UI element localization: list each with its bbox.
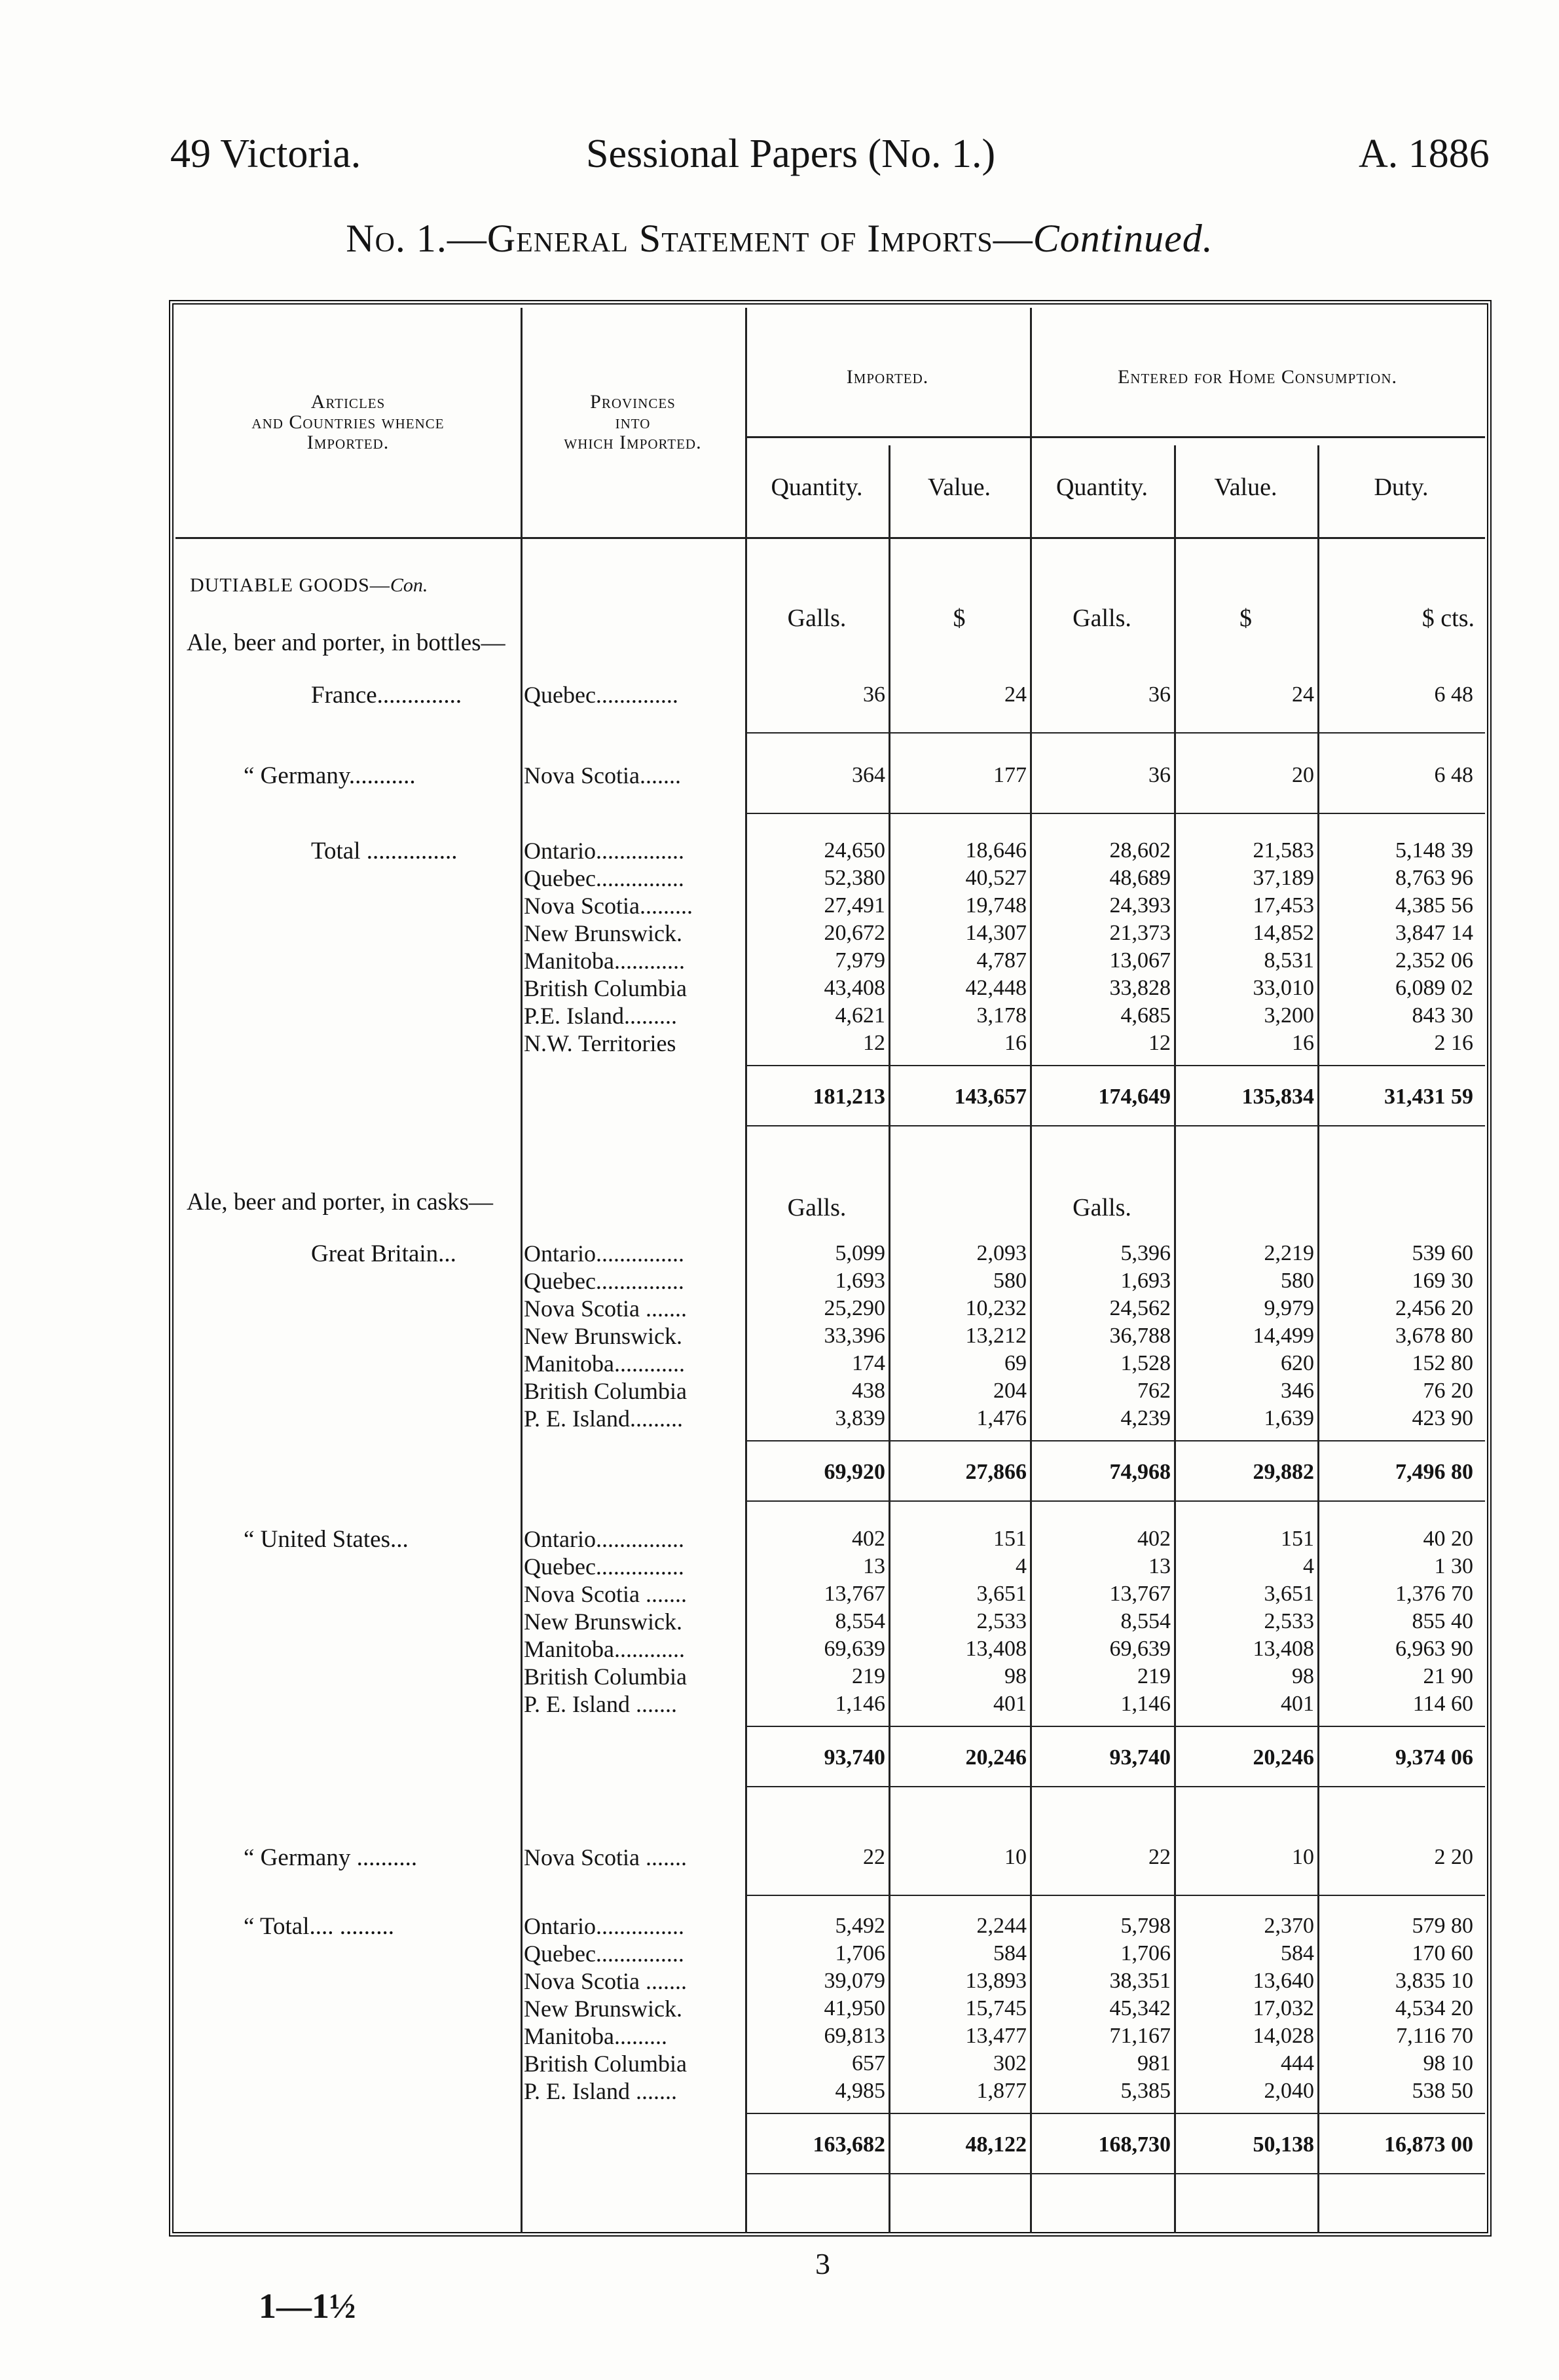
- province-name: Nova Scotia.......: [524, 762, 681, 789]
- total-cell-v: 48,122: [965, 2132, 1027, 2157]
- data-cell-v: 1,877: [976, 2079, 1027, 2103]
- total-cell-d: 7,496 80: [1395, 1460, 1473, 1484]
- data-cell-v2: 17,032: [1253, 1996, 1314, 2020]
- total-cell-q: 69,920: [824, 1460, 885, 1484]
- data-cell-d: 6 48: [1434, 763, 1473, 787]
- data-cell-v2: 21,583: [1253, 838, 1314, 863]
- total-cell-v2: 50,138: [1253, 2132, 1314, 2157]
- country-label: “ Total.... .........: [244, 1913, 395, 1940]
- province-name: Nova Scotia .......: [524, 1581, 687, 1607]
- data-cell-v: 18,646: [965, 838, 1027, 863]
- group-end-rule: [745, 1125, 1485, 1126]
- data-cell-v2: 14,852: [1253, 921, 1314, 945]
- data-cell-q: 219: [852, 1664, 885, 1688]
- data-cell-q2: 1,706: [1120, 1941, 1171, 1965]
- col-articles-line1: Articles: [310, 391, 386, 413]
- data-cell-q: 402: [852, 1527, 885, 1551]
- data-cell-v: 4,787: [976, 948, 1027, 973]
- data-cell-d: 579 80: [1412, 1914, 1473, 1938]
- data-cell-v: 42,448: [965, 976, 1027, 1000]
- data-cell-q2: 5,385: [1120, 2079, 1171, 2103]
- province-name: Ontario...............: [524, 1913, 684, 1939]
- data-cell-v2: 9,979: [1264, 1296, 1314, 1320]
- group-end-rule: [745, 2173, 1485, 2174]
- section-label-text: DUTIABLE GOODS—: [190, 574, 390, 596]
- data-cell-q2: 33,828: [1109, 976, 1171, 1000]
- data-cell-q: 1,146: [835, 1692, 885, 1716]
- data-cell-v: 2,533: [976, 1609, 1027, 1633]
- data-cell-v2: 13,408: [1253, 1637, 1314, 1661]
- data-cell-d: 3,835 10: [1395, 1969, 1473, 1993]
- col-articles-header: [175, 392, 521, 453]
- data-cell-v: 2,093: [976, 1241, 1027, 1265]
- data-cell-v2: 346: [1281, 1379, 1314, 1403]
- data-cell-q: 657: [852, 2051, 885, 2075]
- data-cell-v: 13,408: [965, 1637, 1027, 1661]
- total-cell-q2: 168,730: [1098, 2132, 1171, 2157]
- group-heading-bottles: [187, 630, 514, 656]
- total-cell-d: 31,431 59: [1384, 1085, 1473, 1109]
- data-cell-q2: 36: [1148, 682, 1171, 707]
- data-cell-q: 52,380: [824, 866, 885, 890]
- data-cell-q2: 24,393: [1109, 893, 1171, 918]
- total-cell-q2: 74,968: [1109, 1460, 1171, 1484]
- data-cell-q2: 219: [1137, 1664, 1171, 1688]
- subtotal-rule: [745, 1065, 1485, 1066]
- header-title: Sessional Papers (No. 1.): [586, 132, 996, 176]
- data-cell-q2: 71,167: [1109, 2024, 1171, 2048]
- country-label: Total ...............: [311, 838, 458, 865]
- data-cell-q: 12: [863, 1031, 885, 1055]
- data-cell-q2: 13,067: [1109, 948, 1171, 973]
- subtotal-rule: [745, 1726, 1485, 1727]
- data-cell-q: 364: [852, 763, 885, 787]
- data-cell-q: 33,396: [824, 1324, 885, 1348]
- col-rule-2: [745, 308, 747, 2233]
- data-cell-q: 1,693: [835, 1269, 885, 1293]
- data-cell-v: 69: [1004, 1351, 1027, 1375]
- data-cell-v2: 33,010: [1253, 976, 1314, 1000]
- province-name: P. E. Island.........: [524, 1405, 683, 1432]
- col-rule-5: [1174, 445, 1176, 2233]
- footer-signature: 1—1½: [259, 2286, 356, 2326]
- data-cell-d: 855 40: [1412, 1609, 1473, 1633]
- province-name: Quebec...............: [524, 1553, 684, 1580]
- data-cell-q2: 5,798: [1120, 1914, 1171, 1938]
- data-cell-v2: 2,533: [1264, 1609, 1314, 1633]
- data-cell-v: 2,244: [976, 1914, 1027, 1938]
- data-cell-v: 13,212: [965, 1324, 1027, 1348]
- col-quantity-header: Quantity.: [771, 474, 863, 501]
- total-cell-q: 93,740: [824, 1745, 885, 1770]
- col-value-header: Value.: [927, 474, 991, 501]
- col-rule-6: [1317, 445, 1319, 2233]
- data-cell-v: 24: [1004, 682, 1027, 707]
- province-name: N.W. Territories: [524, 1030, 676, 1056]
- col-provinces-line3: which Imported.: [564, 432, 702, 453]
- data-cell-v: 16: [1004, 1031, 1027, 1055]
- col-duty-header: Duty.: [1374, 474, 1429, 501]
- data-cell-q: 174: [852, 1351, 885, 1375]
- data-cell-v: 10,232: [965, 1296, 1027, 1320]
- data-cell-q: 3,839: [835, 1406, 885, 1430]
- group-end-rule: [745, 1500, 1485, 1502]
- data-cell-q: 20,672: [824, 921, 885, 945]
- province-name: New Brunswick.: [524, 1996, 682, 2022]
- province-name: Manitoba............: [524, 1636, 685, 1662]
- data-cell-v2: 584: [1281, 1941, 1314, 1965]
- unit-casks-qty: Galls.: [787, 1194, 847, 1221]
- data-cell-q: 13: [863, 1554, 885, 1578]
- country-label: “ United States...: [244, 1526, 409, 1553]
- unit-casks-qty2: Galls.: [1073, 1194, 1131, 1221]
- data-cell-q2: 22: [1148, 1845, 1171, 1869]
- data-cell-v2: 580: [1281, 1269, 1314, 1293]
- data-cell-q2: 24,562: [1109, 1296, 1171, 1320]
- province-name: Ontario...............: [524, 1526, 684, 1552]
- data-cell-d: 2 20: [1434, 1845, 1473, 1869]
- group-end-rule: [745, 813, 1485, 814]
- subtotal-rule: [745, 1440, 1485, 1441]
- header-session: 49 Victoria.: [170, 132, 361, 176]
- country-label: “ Germany...........: [244, 762, 416, 789]
- data-cell-d: 5,148 39: [1395, 838, 1473, 863]
- total-cell-v: 20,246: [965, 1745, 1027, 1770]
- data-cell-q2: 402: [1137, 1527, 1171, 1551]
- province-name: Nova Scotia .......: [524, 1295, 687, 1322]
- province-name: Nova Scotia.........: [524, 893, 693, 919]
- col-value2-header: Value.: [1214, 474, 1277, 501]
- col-provinces-line2: into: [615, 411, 651, 433]
- data-cell-q: 39,079: [824, 1969, 885, 1993]
- data-cell-q: 36: [863, 682, 885, 707]
- province-name: British Columbia: [524, 975, 688, 1001]
- data-cell-q2: 45,342: [1109, 1996, 1171, 2020]
- province-name: Nova Scotia .......: [524, 1968, 687, 1994]
- data-cell-q2: 38,351: [1109, 1969, 1171, 1993]
- data-cell-v2: 98: [1292, 1664, 1314, 1688]
- data-cell-q: 13,767: [824, 1582, 885, 1606]
- data-cell-v2: 37,189: [1253, 866, 1314, 890]
- data-cell-v: 19,748: [965, 893, 1027, 918]
- data-cell-d: 4,385 56: [1395, 893, 1473, 918]
- heading-casks-text: Ale, beer and porter, in casks—: [187, 1189, 494, 1216]
- data-cell-v2: 10: [1292, 1845, 1314, 1869]
- col-provinces-line1: Provinces: [590, 391, 676, 413]
- data-cell-q2: 36: [1148, 763, 1171, 787]
- data-cell-d: 21 90: [1423, 1664, 1473, 1688]
- heading-bottles-text: Ale, beer and porter, in bottles—: [187, 629, 505, 656]
- data-cell-v2: 17,453: [1253, 893, 1314, 918]
- province-name: New Brunswick.: [524, 1608, 682, 1635]
- subtotal-rule: [745, 2113, 1485, 2114]
- total-cell-q2: 174,649: [1098, 1085, 1171, 1109]
- data-cell-v2: 3,200: [1264, 1003, 1314, 1028]
- data-cell-v: 1,476: [976, 1406, 1027, 1430]
- data-cell-v2: 401: [1281, 1692, 1314, 1716]
- data-cell-v: 151: [993, 1527, 1027, 1551]
- province-name: P. E. Island .......: [524, 1691, 677, 1717]
- data-cell-v2: 2,370: [1264, 1914, 1314, 1938]
- unit-qty2: Galls.: [1073, 604, 1131, 632]
- data-cell-d: 3,678 80: [1395, 1324, 1473, 1348]
- data-cell-d: 76 20: [1423, 1379, 1473, 1403]
- data-cell-q: 41,950: [824, 1996, 885, 2020]
- unit-val2: $: [1239, 604, 1252, 632]
- header-rule-top: [745, 436, 1485, 438]
- data-cell-q2: 21,373: [1109, 921, 1171, 945]
- data-cell-q: 5,099: [835, 1241, 885, 1265]
- data-cell-d: 423 90: [1412, 1406, 1473, 1430]
- total-cell-d: 16,873 00: [1384, 2132, 1473, 2157]
- data-cell-v2: 14,499: [1253, 1324, 1314, 1348]
- total-cell-v: 143,657: [954, 1085, 1027, 1109]
- data-cell-d: 6,089 02: [1395, 976, 1473, 1000]
- data-cell-d: 539 60: [1412, 1241, 1473, 1265]
- data-cell-v2: 3,651: [1264, 1582, 1314, 1606]
- col-rule-4: [1030, 308, 1032, 2233]
- data-cell-q: 69,813: [824, 2024, 885, 2048]
- header-year: A. 1886: [1359, 132, 1490, 176]
- data-cell-q: 43,408: [824, 976, 885, 1000]
- country-label: Great Britain...: [311, 1240, 456, 1267]
- section-label: [190, 571, 428, 600]
- data-cell-d: 98 10: [1423, 2051, 1473, 2075]
- data-cell-v2: 20: [1292, 763, 1314, 787]
- country-label: France..............: [311, 682, 462, 709]
- subtitle-text: No. 1.—General Statement of Imports—: [346, 217, 1033, 260]
- data-cell-v2: 1,639: [1264, 1406, 1314, 1430]
- total-cell-v2: 20,246: [1253, 1745, 1314, 1770]
- data-cell-v2: 620: [1281, 1351, 1314, 1375]
- data-cell-q: 22: [863, 1845, 885, 1869]
- total-cell-v2: 135,834: [1241, 1085, 1314, 1109]
- data-cell-d: 3,847 14: [1395, 921, 1473, 945]
- data-cell-q2: 69,639: [1109, 1637, 1171, 1661]
- data-cell-v2: 444: [1281, 2051, 1314, 2075]
- data-cell-q2: 48,689: [1109, 866, 1171, 890]
- province-name: Nova Scotia .......: [524, 1844, 687, 1870]
- data-cell-q: 438: [852, 1379, 885, 1403]
- col-articles-line3: Imported.: [306, 432, 390, 453]
- section-label-italic: Con.: [390, 574, 428, 596]
- data-cell-v: 40,527: [965, 866, 1027, 890]
- province-name: New Brunswick.: [524, 920, 682, 946]
- data-cell-d: 152 80: [1412, 1351, 1473, 1375]
- data-cell-d: 2 16: [1434, 1031, 1473, 1055]
- total-cell-q: 163,682: [813, 2132, 885, 2157]
- data-cell-d: 7,116 70: [1396, 2024, 1473, 2048]
- data-cell-d: 8,763 96: [1395, 866, 1473, 890]
- group-end-rule: [745, 732, 1485, 734]
- data-cell-v: 13,477: [965, 2024, 1027, 2048]
- data-cell-q: 5,492: [835, 1914, 885, 1938]
- data-cell-q: 27,491: [824, 893, 885, 918]
- unit-qty: Galls.: [787, 604, 847, 632]
- data-cell-d: 4,534 20: [1395, 1996, 1473, 2020]
- page-subtitle: [0, 216, 1559, 261]
- data-cell-q2: 4,685: [1120, 1003, 1171, 1028]
- data-cell-v: 401: [993, 1692, 1027, 1716]
- data-cell-d: 40 20: [1423, 1527, 1473, 1551]
- data-cell-d: 6 48: [1434, 682, 1473, 707]
- province-name: Quebec...............: [524, 865, 684, 891]
- data-cell-q2: 1,146: [1120, 1692, 1171, 1716]
- data-cell-q2: 12: [1148, 1031, 1171, 1055]
- province-name: P.E. Island.........: [524, 1003, 677, 1029]
- total-cell-v: 27,866: [965, 1460, 1027, 1484]
- col-articles-line2: and Countries whence: [251, 411, 445, 433]
- province-name: Quebec...............: [524, 1941, 684, 1967]
- subtitle-italic: Continued.: [1033, 217, 1213, 260]
- province-name: New Brunswick.: [524, 1323, 682, 1349]
- data-cell-q: 1,706: [835, 1941, 885, 1965]
- data-cell-d: 170 60: [1412, 1941, 1473, 1965]
- data-cell-v2: 8,531: [1264, 948, 1314, 973]
- data-cell-v: 580: [993, 1269, 1027, 1293]
- data-cell-v2: 2,040: [1264, 2079, 1314, 2103]
- unit-val: $: [953, 604, 966, 632]
- data-cell-v: 4: [1016, 1554, 1027, 1578]
- header-rule-bottom: [175, 537, 1485, 539]
- data-cell-v: 302: [993, 2051, 1027, 2075]
- col-quantity2-header: Quantity.: [1055, 474, 1148, 501]
- data-cell-q: 25,290: [824, 1296, 885, 1320]
- data-cell-q2: 762: [1137, 1379, 1171, 1403]
- province-name: Ontario...............: [524, 1240, 684, 1267]
- group-heading-casks: [187, 1189, 514, 1216]
- data-cell-d: 2,352 06: [1395, 948, 1473, 973]
- group-end-rule: [745, 1895, 1485, 1896]
- province-name: Manitoba............: [524, 1350, 685, 1377]
- data-cell-v: 3,651: [976, 1582, 1027, 1606]
- province-name: British Columbia: [524, 2051, 688, 2077]
- data-cell-v: 584: [993, 1941, 1027, 1965]
- data-cell-v2: 24: [1292, 682, 1314, 707]
- col-rule-3: [889, 445, 890, 2233]
- data-cell-q2: 981: [1137, 2051, 1171, 2075]
- col-imported-header: Imported.: [846, 366, 929, 388]
- col-entered-header: Entered for Home Consumption.: [1117, 366, 1398, 388]
- data-cell-v2: 4: [1303, 1554, 1314, 1578]
- data-cell-q2: 5,396: [1120, 1241, 1171, 1265]
- province-name: British Columbia: [524, 1664, 688, 1690]
- data-cell-q2: 4,239: [1120, 1406, 1171, 1430]
- data-cell-v2: 14,028: [1253, 2024, 1314, 2048]
- data-cell-v: 14,307: [965, 921, 1027, 945]
- data-cell-q: 24,650: [824, 838, 885, 863]
- data-cell-q: 7,979: [835, 948, 885, 973]
- data-cell-q: 8,554: [835, 1609, 885, 1633]
- group-end-rule: [745, 1786, 1485, 1787]
- data-cell-d: 6,963 90: [1395, 1637, 1473, 1661]
- data-cell-d: 169 30: [1412, 1269, 1473, 1293]
- data-cell-v2: 16: [1292, 1031, 1314, 1055]
- province-name: Quebec..............: [524, 682, 678, 708]
- data-cell-v: 3,178: [976, 1003, 1027, 1028]
- data-cell-d: 843 30: [1412, 1003, 1473, 1028]
- province-name: British Columbia: [524, 1378, 688, 1404]
- province-name: Ontario...............: [524, 838, 684, 864]
- total-cell-q2: 93,740: [1109, 1745, 1171, 1770]
- total-cell-q: 181,213: [813, 1085, 885, 1109]
- province-name: Manitoba............: [524, 948, 685, 974]
- total-cell-d: 9,374 06: [1395, 1745, 1473, 1770]
- data-cell-q2: 1,693: [1120, 1269, 1171, 1293]
- total-cell-v2: 29,882: [1253, 1460, 1314, 1484]
- province-name: Manitoba.........: [524, 2023, 667, 2049]
- data-cell-v2: 2,219: [1264, 1241, 1314, 1265]
- data-cell-v: 13,893: [965, 1969, 1027, 1993]
- data-cell-q: 4,985: [835, 2079, 885, 2103]
- unit-duty: $ cts.: [1421, 604, 1475, 632]
- col-provinces-header: [521, 392, 745, 453]
- data-cell-q2: 8,554: [1120, 1609, 1171, 1633]
- data-cell-d: 114 60: [1412, 1692, 1473, 1716]
- data-cell-d: 1,376 70: [1395, 1582, 1473, 1606]
- footer-page-number: 3: [815, 2247, 830, 2280]
- data-cell-q: 69,639: [824, 1637, 885, 1661]
- data-cell-q2: 13: [1148, 1554, 1171, 1578]
- data-cell-v: 204: [993, 1379, 1027, 1403]
- country-label: “ Germany ..........: [244, 1844, 418, 1871]
- data-cell-v2: 151: [1281, 1527, 1314, 1551]
- data-cell-q2: 36,788: [1109, 1324, 1171, 1348]
- data-cell-q2: 28,602: [1109, 838, 1171, 863]
- data-cell-d: 1 30: [1434, 1554, 1473, 1578]
- col-rule-1: [521, 308, 523, 2233]
- data-cell-v: 177: [993, 763, 1027, 787]
- data-cell-q2: 13,767: [1109, 1582, 1171, 1606]
- data-cell-v: 98: [1004, 1664, 1027, 1688]
- province-name: Quebec...............: [524, 1268, 684, 1294]
- data-cell-v: 10: [1004, 1845, 1027, 1869]
- data-cell-q: 4,621: [835, 1003, 885, 1028]
- data-cell-d: 538 50: [1412, 2079, 1473, 2103]
- data-cell-v: 15,745: [965, 1996, 1027, 2020]
- data-cell-q2: 1,528: [1120, 1351, 1171, 1375]
- data-cell-d: 2,456 20: [1395, 1296, 1473, 1320]
- data-cell-v2: 13,640: [1253, 1969, 1314, 1993]
- province-name: P. E. Island .......: [524, 2078, 677, 2104]
